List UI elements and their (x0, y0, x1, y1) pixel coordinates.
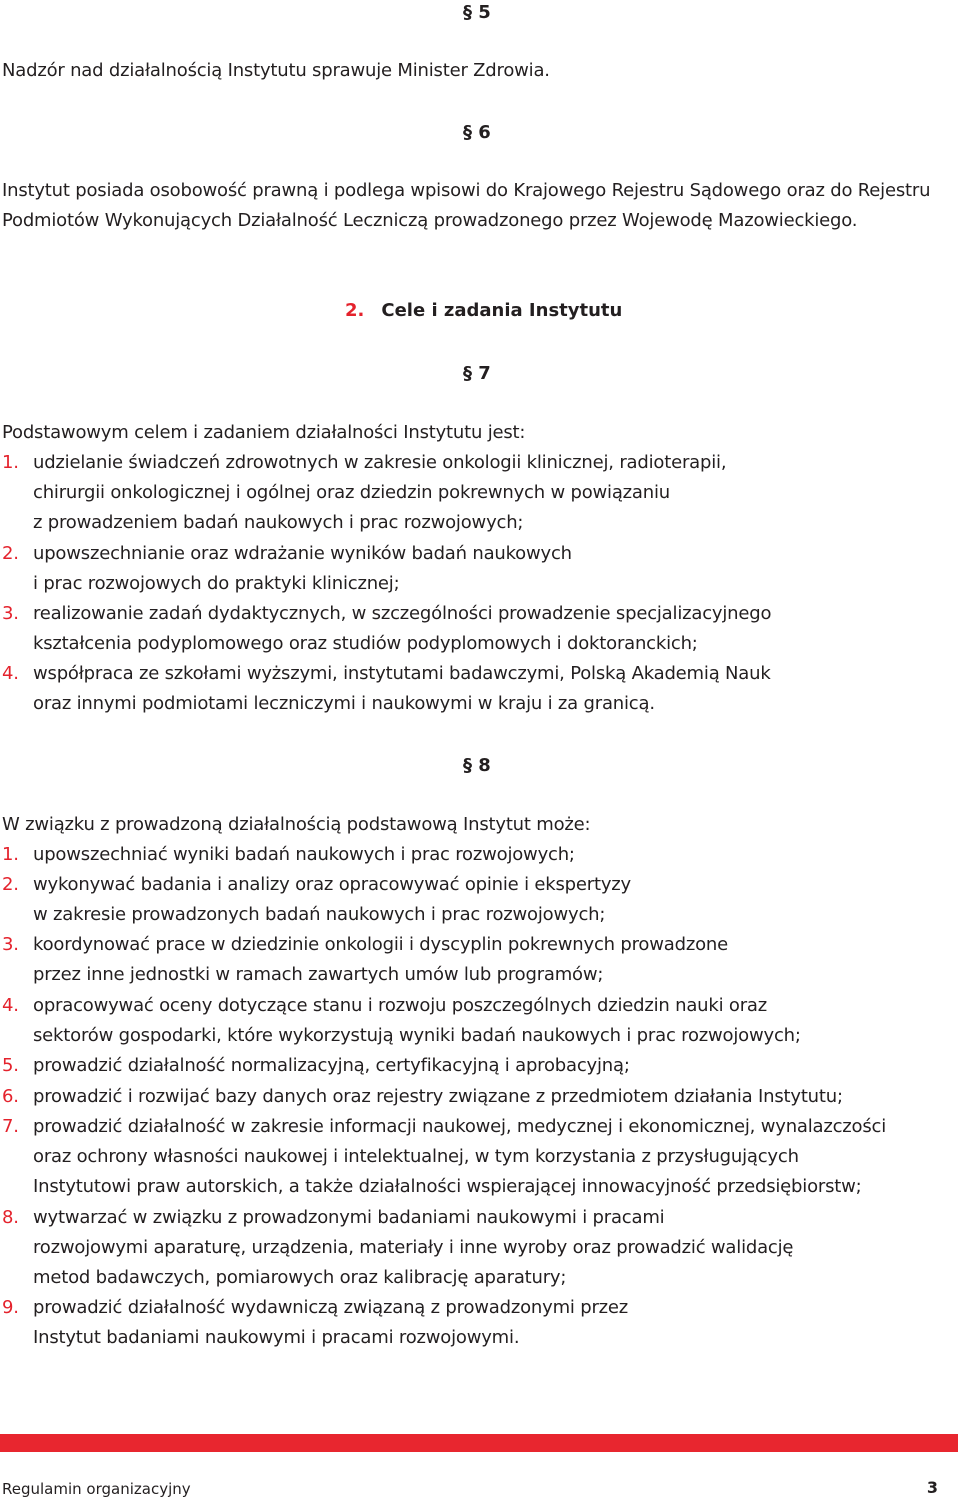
section-7-heading: § 7 (463, 363, 491, 384)
list-item-text (33, 539, 572, 599)
list-item-line: Instytut badaniami naukowymi i pracami rozwojowymi. (33, 1327, 520, 1349)
paragraph-5: Nadzór nad działalnością Instytutu sprawuje Minister Zdrowia. (2, 60, 550, 81)
list-item-text (33, 1051, 630, 1081)
list-item-text (33, 1293, 628, 1353)
list-item-number: 9. (2, 1297, 19, 1318)
list-item-text (33, 659, 771, 719)
list-item-number: 8. (2, 1207, 19, 1228)
list-item-number: 3. (2, 934, 19, 955)
list-item-number: 2. (2, 543, 19, 564)
list-item-line: Instytutowi praw autorskich, a także działalności wspierającej innowacyjność przedsiębiorstw; (33, 1176, 862, 1198)
list-item-line: kształcenia podyplomowego oraz studiów podyplomowych i doktoranckich; (33, 633, 698, 655)
chapter-heading (345, 300, 622, 321)
list-item-line: prowadzić działalność w zakresie informacji naukowej, medycznej i ekonomicznej, wynalazczości (33, 1116, 887, 1137)
list-item-text (33, 1203, 793, 1294)
paragraph-8-intro: W związku z prowadzoną działalnością podstawową Instytut może: (2, 814, 591, 835)
list-item-text (33, 930, 728, 990)
list-item-line: opracowywać oceny dotyczące stanu i rozwoju poszczególnych dziedzin nauki oraz (33, 995, 768, 1016)
list-item-line: upowszechniać wyniki badań naukowych i prac rozwojowych; (33, 844, 575, 865)
list-item-line: prowadzić działalność wydawniczą związaną z prowadzonymi przez (33, 1297, 629, 1318)
list-item-number: 3. (2, 603, 19, 624)
list-item-text (33, 1112, 886, 1203)
section-8-heading: § 8 (463, 755, 491, 776)
list-item-number: 6. (2, 1086, 19, 1107)
section-5-heading: § 5 (463, 2, 491, 23)
footer-bar (0, 1434, 958, 1452)
chapter-title: Cele i zadania Instytutu (381, 300, 623, 321)
list-item-line: wytwarzać w związku z prowadzonymi badaniami naukowymi i pracami (33, 1207, 665, 1228)
list-item-text (33, 1082, 843, 1112)
list-item-line: w zakresie prowadzonych badań naukowych i prac rozwojowych; (33, 904, 606, 926)
paragraph-6 (2, 176, 930, 236)
list-item-line: realizowanie zadań dydaktycznych, w szczególności prowadzenie specjalizacyjnego (33, 603, 772, 624)
list-item-line: oraz innymi podmiotami leczniczymi i naukowymi w kraju i za granicą. (33, 693, 655, 715)
list-item-text (33, 448, 726, 539)
list-item-line: współpraca ze szkołami wyższymi, instytutami badawczymi, Polską Akademią Nauk (33, 663, 771, 684)
footer-document-title: Regulamin organizacyjny (2, 1480, 191, 1498)
list-item-line: prowadzić i rozwijać bazy danych oraz rejestry związane z przedmiotem działania Instytutu; (33, 1086, 843, 1107)
chapter-number: 2. (345, 300, 365, 321)
list-item-line: przez inne jednostki w ramach zawartych umów lub programów; (33, 964, 604, 986)
list-item-line: chirurgii onkologicznej i ogólnej oraz dziedzin pokrewnych w powiązaniu (33, 482, 670, 504)
list-item-line: prowadzić działalność normalizacyjną, certyfikacyjną i aprobacyjną; (33, 1055, 630, 1076)
list-item-line: udzielanie świadczeń zdrowotnych w zakresie onkologii klinicznej, radioterapii, (33, 452, 727, 473)
list-item-text (33, 991, 801, 1051)
list-item-text (33, 870, 631, 930)
list-item-number: 4. (2, 995, 19, 1016)
list-item-number: 2. (2, 874, 19, 895)
paragraph-6-line: Podmiotów Wykonujących Działalność Leczniczą prowadzonego przez Wojewodę Mazowieckiego. (2, 210, 858, 231)
list-item-text (33, 599, 771, 659)
list-item-line: metod badawczych, pomiarowych oraz kalibrację aparatury; (33, 1267, 567, 1289)
list-item-number: 5. (2, 1055, 19, 1076)
list-item-line: wykonywać badania i analizy oraz opracowywać opinie i ekspertyzy (33, 874, 631, 895)
section-6-heading: § 6 (463, 122, 491, 143)
list-item-number: 1. (2, 844, 19, 865)
list-item-line: koordynować prace w dziedzinie onkologii i dyscyplin pokrewnych prowadzone (33, 934, 728, 955)
list-item-line: sektorów gospodarki, które wykorzystują wyniki badań naukowych i prac rozwojowych; (33, 1025, 801, 1047)
list-item-line: rozwojowymi aparaturę, urządzenia, materiały i inne wyroby oraz prowadzić walidację (33, 1237, 794, 1259)
list-item-text (33, 840, 575, 870)
paragraph-7-intro: Podstawowym celem i zadaniem działalności Instytutu jest: (2, 422, 526, 443)
list-item-line: i prac rozwojowych do praktyki klinicznej; (33, 573, 400, 595)
list-item-number: 1. (2, 452, 19, 473)
list-item-line: z prowadzeniem badań naukowych i prac rozwojowych; (33, 512, 524, 534)
list-item-number: 4. (2, 663, 19, 684)
list-item-number: 7. (2, 1116, 19, 1137)
list-item-line: upowszechnianie oraz wdrażanie wyników badań naukowych (33, 543, 572, 564)
list-item-line: oraz ochrony własności naukowej i intelektualnej, w tym korzystania z przysługujących (33, 1146, 799, 1168)
paragraph-6-line: Instytut posiada osobowość prawną i podlega wpisowi do Krajowego Rejestru Sądowego oraz do Rejestru (2, 180, 931, 201)
page-number: 3 (926, 1478, 938, 1497)
